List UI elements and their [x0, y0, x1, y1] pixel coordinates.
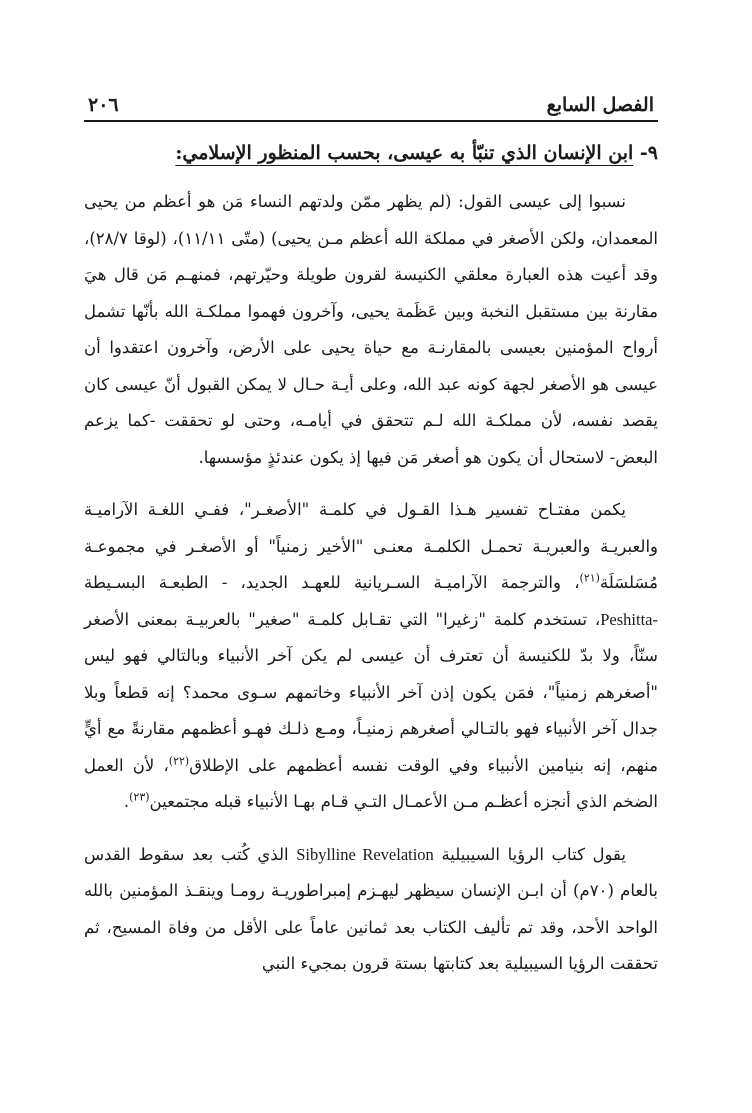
section-title: ابن الإنسان الذي تنبّأ به عيسى، بحسب المنظور الإسلامي: — [175, 142, 634, 164]
section-number: ٩- — [639, 142, 658, 164]
paragraph-2-text-a: يكمن مفتـاح تفسير هـذا القـول في كلمـة "الأصغـر"، ففـي اللغـة الآراميـة والعبريـة والعبريـة تحمـل الكلمـة معنـى "الأخير زمنياً" أو الأصغـر في مجموعـة مُسَلسَلَة — [84, 500, 658, 592]
paragraph-3-text-b: الذي كُتب بعد سقوط القدس بالعام (٧٠م) أن ابـن الإنسان سيظهر ليهـزم إمبراطوريـة رومـا وينقـذ المؤمنين بالله الواحد الأحد، وقد تم تأليف الكتاب بعد ثمانين عاماً على الأقل من وفاة المسيح، ثم تحققت الرؤيا السيبيلية بعد كتابتها بستة قرون بمجيء النبي — [84, 844, 658, 973]
footnote-ref-21: (٢١) — [579, 571, 600, 585]
paragraph-2-text-b: ، والترجمة الآراميـة السـريانية للعهـد الجديد، - الطبعـة البسـيطة — [84, 573, 580, 592]
sibylline-term: Sibylline Revelation — [296, 844, 434, 864]
peshitta-term: Peshitta- — [600, 609, 658, 629]
book-page — [84, 86, 658, 999]
paragraph-2-text-d: ، لأن العمل الضخم الذي أنجزه أعظـم مـن الأعمـال التـي قـام بهـا الأنبياء قبله مجتمعين — [84, 755, 658, 811]
paragraph-2-text-e: . — [123, 792, 130, 811]
running-header — [84, 86, 658, 116]
header-rule — [84, 120, 658, 122]
section-heading — [84, 136, 658, 170]
page-number: ٢٠٦ — [88, 94, 119, 116]
paragraph-1 — [84, 184, 658, 476]
footnote-ref-23: (٢٣) — [129, 790, 150, 804]
paragraph-3 — [84, 837, 658, 983]
paragraph-2 — [84, 492, 658, 821]
paragraph-2-text-c: ، تستخدم كلمة "زغيرا" التي تقـابل كلمـة "صغير" بالعربيـة بمعنى الأصغر سنّاً، ولا بدّ للكنيسة أن تعترف أن عيسى لم يكن آخر الأنبياء وبالتالي فهو ليس "أصغرهم زمنياً"، فمَن يكون إذن آخر الأنبياء وخاتمهم سـوى محمد؟ إنه قطعاً وبلا جدال آخر الأنبياء فهو بالتـالي أصغرهم زمنيـاً، ومـع ذلـك فهـو أعظمهم مقارنةً مع أيٍّ منهم، إنه بنيامين الأنبياء وفي الوقت نفسه أعظمهم على الإطلاق — [84, 609, 658, 775]
chapter-title: الفصل السابع — [546, 94, 654, 116]
paragraph-3-text-a: يقول كتاب الرؤيا السيبيلية — [441, 844, 626, 864]
paragraph-1-text: نسبوا إلى عيسى القول: (لم يظهر ممّن ولدتهم النساء مَن هو أعظم من يحيى المعمدان، ولكن الأصغر في مملكة الله أعظم مـن يحيى) (متّى ١١/١١)، (لوقا ٢٨/٧)، وقد أعيت هذه العبارة معلقي الكنيسة لقرون طويلة وحيّرتهم، فمنهـم مَن قال هيَ مقارنة بين مستقبل النخبة وبين عَظَمة يحيى، وآخرون فهموا مملكـة الله بأنّها تشمل أرواح المؤمنين بعيسى بالمقارنـة مع حياة يحيى على الأرض، وآخرون اعتقدوا أن عيسى هو الأصغر لجهة كونه عبد الله، وعلى أيـة حـال لا يمكن القبول أنّ عيسى كان يقصد نفسه، لأن مملكـة الله لـم تتحقق في أيامـه، وحتى لو تحققت -كما يزعم البعض- لاستحال أن يكون هو أصغر مَن فيها إذ يكون عندئذٍ مؤسسها. — [84, 192, 659, 467]
footnote-ref-22: (٢٢) — [168, 754, 190, 767]
